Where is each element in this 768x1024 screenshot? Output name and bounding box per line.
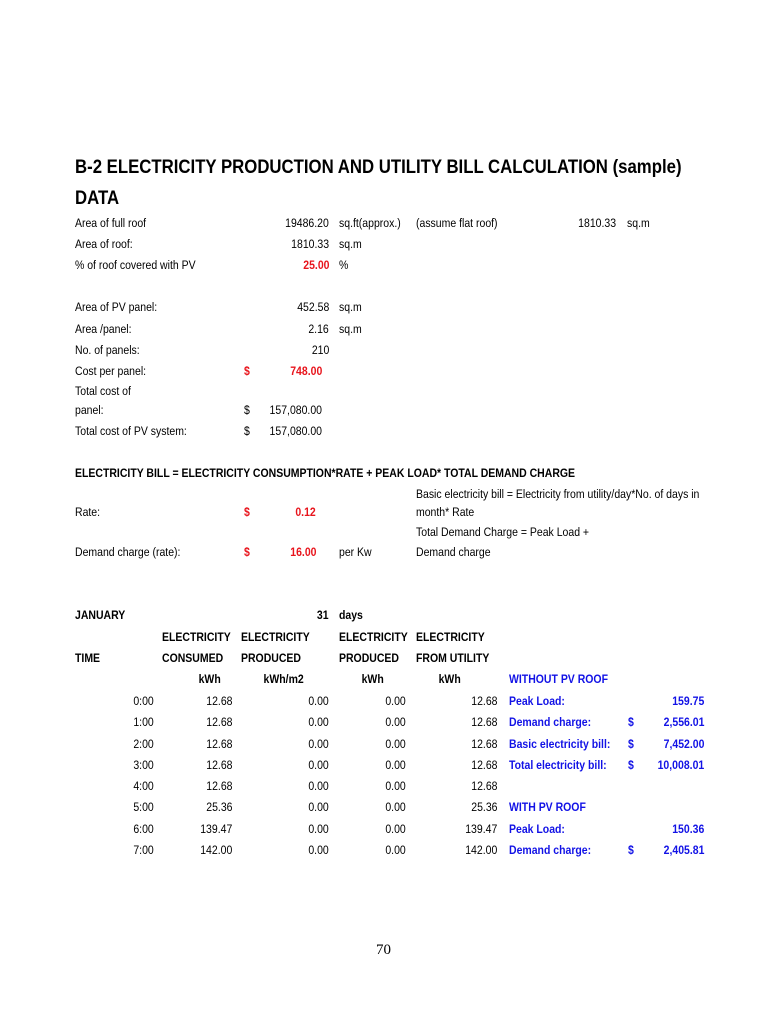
pv-area-unit: sq.m <box>339 300 362 314</box>
produced-m2-cell: 0.00 <box>308 737 329 751</box>
panel-area-value: 2.16 <box>308 322 329 336</box>
without-demand-charge-currency: $ <box>628 715 634 729</box>
without-demand-charge-value: 2,556.01 <box>663 715 704 729</box>
produced-m2-header-2: PRODUCED <box>241 651 301 665</box>
rate-value: 0.12 <box>295 505 316 519</box>
produced-header-unit: kWh <box>361 672 384 686</box>
utility-header-1: ELECTRICITY <box>416 630 485 644</box>
consumed-header-1: ELECTRICITY <box>162 630 231 644</box>
with-demand-charge-label: Demand charge: <box>509 843 592 857</box>
pv-area-label: Area of PV panel: <box>75 300 158 314</box>
produced-m2-cell: 0.00 <box>308 779 329 793</box>
time-header: TIME <box>75 651 101 665</box>
consumed-cell: 12.68 <box>205 715 232 729</box>
produced-header-2: PRODUCED <box>339 651 399 665</box>
time-cell: 0:00 <box>133 694 154 708</box>
basic-bill-note-2: month* Rate <box>416 505 475 519</box>
pv-coverage-unit: % <box>339 258 349 272</box>
time-cell: 6:00 <box>133 822 154 836</box>
with-peak-load-label: Peak Load: <box>509 822 565 836</box>
time-cell: 3:00 <box>133 758 154 772</box>
demand-rate-label: Demand charge (rate): <box>75 545 181 559</box>
total-panel-label-1: Total cost of <box>75 384 131 398</box>
page-number: 70 <box>376 942 391 958</box>
time-cell: 7:00 <box>133 843 154 857</box>
with-peak-load-value: 150.36 <box>671 822 704 836</box>
consumed-cell: 139.47 <box>199 822 232 836</box>
with-pv-heading: WITH PV ROOF <box>509 800 586 814</box>
roof-area-label: Area of roof: <box>75 237 133 251</box>
panel-area-label: Area /panel: <box>75 322 132 336</box>
produced-cell: 0.00 <box>385 779 406 793</box>
with-demand-charge-value: 2,405.81 <box>663 843 704 857</box>
flat-roof-value: 1810.33 <box>578 216 616 230</box>
utility-cell: 25.36 <box>470 800 497 814</box>
produced-cell: 0.00 <box>385 694 406 708</box>
full-roof-unit: sq.ft(approx.) <box>339 216 401 230</box>
basic-bill-note-1: Basic electricity bill = Electricity from utility/day*No. of days in <box>416 487 700 501</box>
without-demand-charge-label: Demand charge: <box>509 715 592 729</box>
month-days: 31 <box>317 608 329 622</box>
consumed-cell: 12.68 <box>205 758 232 772</box>
total-system-value: 157,080.00 <box>269 424 322 438</box>
demand-rate-value: 16.00 <box>289 545 316 559</box>
without-basic-bill-currency: $ <box>628 737 634 751</box>
total-panel-currency: $ <box>244 403 250 417</box>
data-heading: DATA <box>75 187 120 209</box>
month-name: JANUARY <box>75 608 126 622</box>
produced-m2-header-unit: kWh/m2 <box>263 672 304 686</box>
produced-cell: 0.00 <box>385 843 406 857</box>
utility-cell: 12.68 <box>470 715 497 729</box>
consumed-cell: 12.68 <box>205 737 232 751</box>
utility-cell: 12.68 <box>470 779 497 793</box>
without-peak-load-value: 159.75 <box>671 694 704 708</box>
consumed-header-unit: kWh <box>198 672 221 686</box>
demand-rate-currency: $ <box>244 545 250 559</box>
total-panel-value: 157,080.00 <box>269 403 322 417</box>
produced-cell: 0.00 <box>385 800 406 814</box>
produced-m2-cell: 0.00 <box>308 800 329 814</box>
full-roof-label: Area of full roof <box>75 216 147 230</box>
time-cell: 4:00 <box>133 779 154 793</box>
produced-cell: 0.00 <box>385 758 406 772</box>
produced-m2-cell: 0.00 <box>308 822 329 836</box>
pv-area-value: 452.58 <box>296 300 329 314</box>
with-demand-charge-currency: $ <box>628 843 634 857</box>
consumed-cell: 25.36 <box>205 800 232 814</box>
panel-area-unit: sq.m <box>339 322 362 336</box>
demand-note-1: Total Demand Charge = Peak Load + <box>416 525 590 539</box>
consumed-cell: 12.68 <box>205 694 232 708</box>
rate-label: Rate: <box>75 505 101 519</box>
total-system-currency: $ <box>244 424 250 438</box>
produced-m2-cell: 0.00 <box>308 694 329 708</box>
demand-rate-unit: per Kw <box>339 545 372 559</box>
panel-count-label: No. of panels: <box>75 343 140 357</box>
panel-cost-value: 748.00 <box>289 364 322 378</box>
month-days-label: days <box>339 608 363 622</box>
utility-cell: 142.00 <box>464 843 497 857</box>
consumed-header-2: CONSUMED <box>162 651 224 665</box>
total-panel-label-2: panel: <box>75 403 104 417</box>
roof-area-unit: sq.m <box>339 237 362 251</box>
panel-count-value: 210 <box>311 343 329 357</box>
time-cell: 2:00 <box>133 737 154 751</box>
without-basic-bill-value: 7,452.00 <box>663 737 704 751</box>
total-system-label: Total cost of PV system: <box>75 424 187 438</box>
full-roof-value: 19486.20 <box>285 216 329 230</box>
bill-formula: ELECTRICITY BILL = ELECTRICITY CONSUMPTION*RATE + PEAK LOAD* TOTAL DEMAND CHARGE <box>75 466 576 480</box>
consumed-cell: 142.00 <box>199 843 232 857</box>
utility-header-2: FROM UTILITY <box>416 651 490 665</box>
produced-m2-cell: 0.00 <box>308 715 329 729</box>
utility-cell: 12.68 <box>470 737 497 751</box>
pv-coverage-label: % of roof covered with PV <box>75 258 196 272</box>
flat-roof-unit: sq.m <box>627 216 650 230</box>
without-total-bill-label: Total electricity bill: <box>509 758 607 772</box>
produced-m2-cell: 0.00 <box>308 843 329 857</box>
pv-coverage-value: 25.00 <box>302 258 329 272</box>
panel-cost-label: Cost per panel: <box>75 364 147 378</box>
flat-roof-note: (assume flat roof) <box>416 216 498 230</box>
without-peak-load-label: Peak Load: <box>509 694 565 708</box>
consumed-cell: 12.68 <box>205 779 232 793</box>
time-cell: 1:00 <box>133 715 154 729</box>
utility-cell: 139.47 <box>464 822 497 836</box>
rate-currency: $ <box>244 505 250 519</box>
time-cell: 5:00 <box>133 800 154 814</box>
page-title: B-2 ELECTRICITY PRODUCTION AND UTILITY BILL CALCULATION (sample) <box>75 156 682 178</box>
roof-area-value: 1810.33 <box>291 237 329 251</box>
produced-header-1: ELECTRICITY <box>339 630 408 644</box>
without-basic-bill-label: Basic electricity bill: <box>509 737 611 751</box>
without-total-bill-currency: $ <box>628 758 634 772</box>
produced-m2-cell: 0.00 <box>308 758 329 772</box>
without-total-bill-value: 10,008.01 <box>657 758 704 772</box>
produced-cell: 0.00 <box>385 822 406 836</box>
without-pv-heading: WITHOUT PV ROOF <box>509 672 608 686</box>
utility-header-unit: kWh <box>438 672 461 686</box>
demand-note-2: Demand charge <box>416 545 491 559</box>
produced-cell: 0.00 <box>385 715 406 729</box>
utility-cell: 12.68 <box>470 758 497 772</box>
produced-m2-header-1: ELECTRICITY <box>241 630 310 644</box>
produced-cell: 0.00 <box>385 737 406 751</box>
panel-cost-currency: $ <box>244 364 250 378</box>
utility-cell: 12.68 <box>470 694 497 708</box>
